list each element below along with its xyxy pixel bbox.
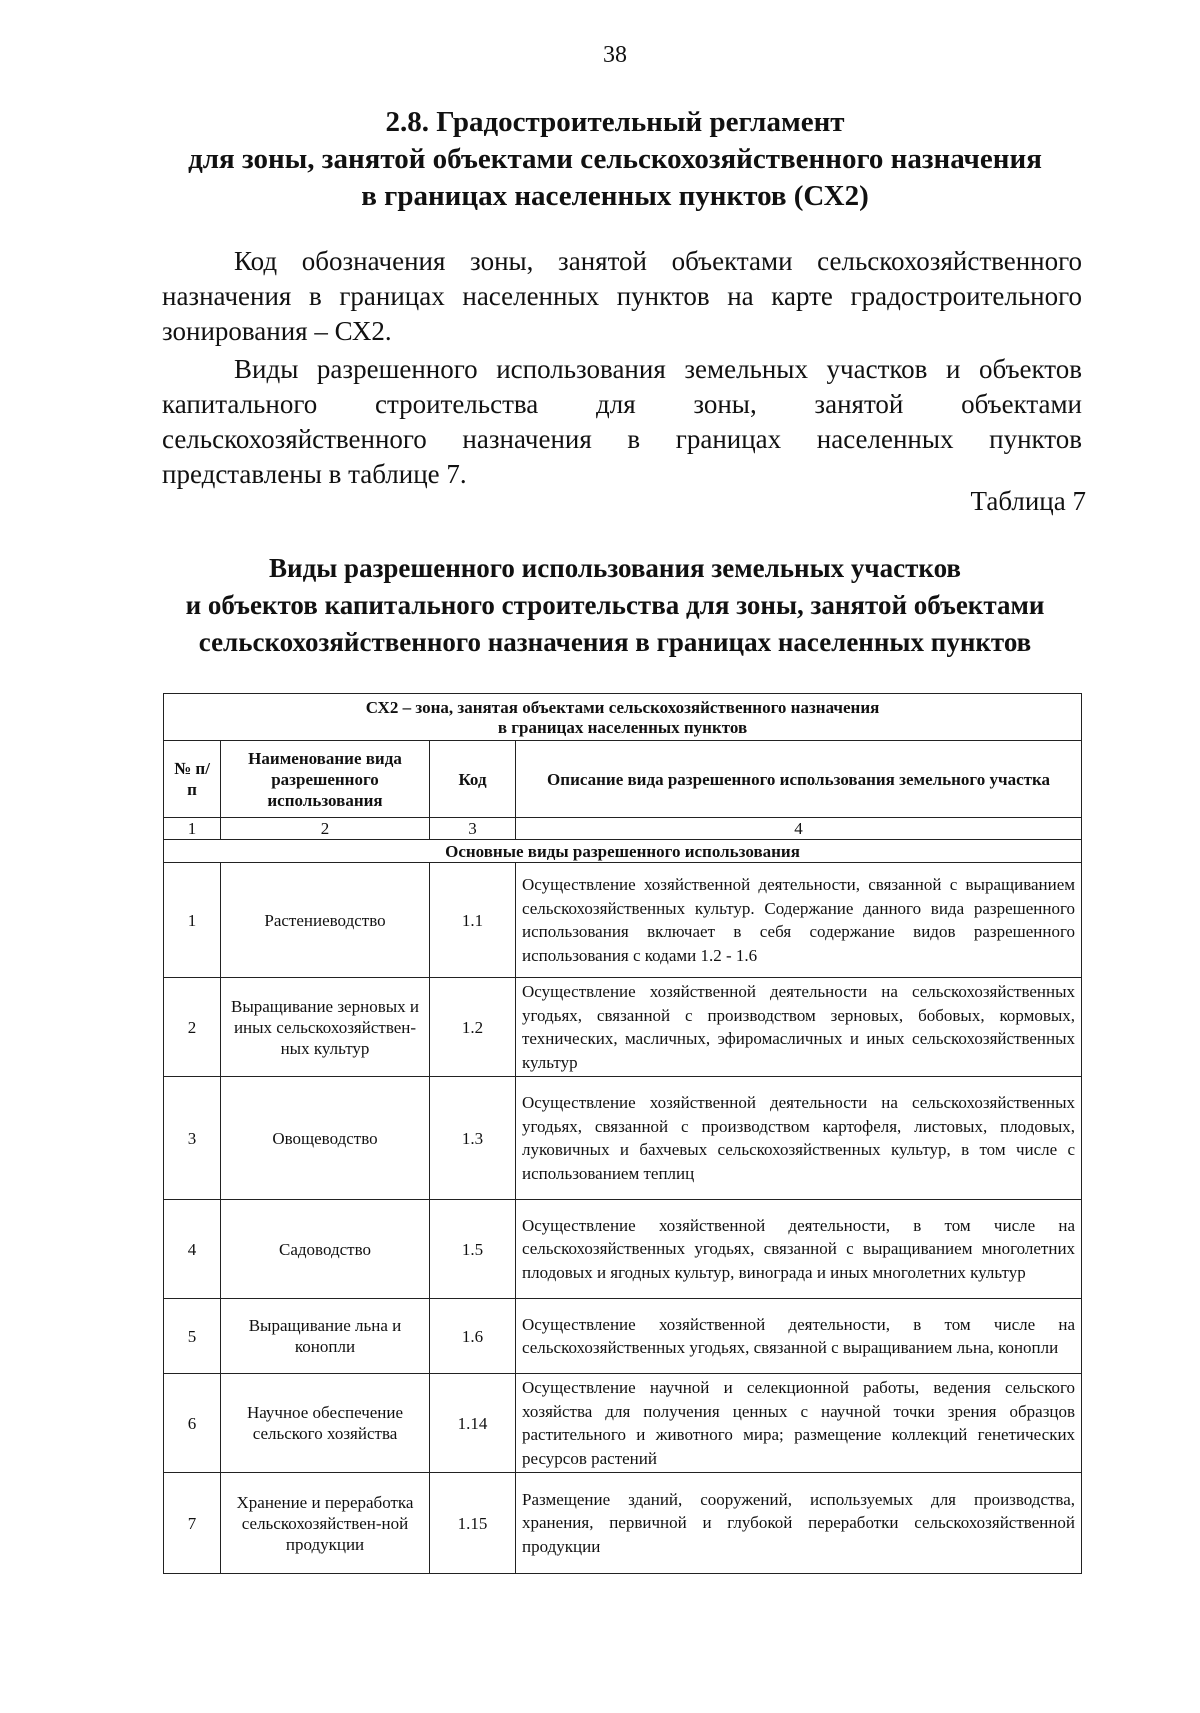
column-number: 4 xyxy=(516,818,1082,840)
zone-header-line: в границах населенных пунктов xyxy=(497,718,748,737)
row-name: Овощеводство xyxy=(221,1077,430,1200)
column-number: 2 xyxy=(221,818,430,840)
table-row xyxy=(164,1200,1082,1299)
column-header-row xyxy=(164,741,1082,818)
row-number: 3 xyxy=(164,1077,221,1200)
row-number: 1 xyxy=(164,863,221,978)
row-code: 1.2 xyxy=(430,978,516,1077)
table-row xyxy=(164,1473,1082,1574)
section-label: Основные виды разрешенного использования xyxy=(164,840,1082,863)
section-title-line: в границах населенных пунктов (СХ2) xyxy=(361,180,869,212)
section-title-line: 2.8. Градостроительный регламент xyxy=(385,106,845,138)
row-number: 6 xyxy=(164,1374,221,1473)
paragraph: Код обозначения зоны, занятой объектами сельскохозяйственного назначения в границах населенных пунктов на карте градостроительного зонирования – СХ2. xyxy=(162,246,1082,346)
row-description: Осуществление хозяйственной деятельности, связанной с выращиванием сельскохозяйственных культур. Содержание данного вида разрешенного использования включает в себя содержание видов разрешенного использования с кодами 1.2 - 1.6 xyxy=(516,863,1082,978)
table-label: Таблица 7 xyxy=(970,486,1086,516)
row-name: Выращивание льна и конопли xyxy=(221,1299,430,1374)
row-number: 7 xyxy=(164,1473,221,1574)
section-title-line: для зоны, занятой объектами сельскохозяйственного назначения xyxy=(188,143,1042,175)
row-description: Осуществление хозяйственной деятельности, в том числе на сельскохозяйственных угодьях, связанной с выращиванием льна, конопли xyxy=(516,1299,1082,1374)
row-code: 1.1 xyxy=(430,863,516,978)
row-number: 2 xyxy=(164,978,221,1077)
table-row xyxy=(164,863,1082,978)
table-row xyxy=(164,1374,1082,1473)
row-name: Научное обеспечение сельского хозяйства xyxy=(221,1374,430,1473)
column-header-code: Код xyxy=(430,741,516,818)
table-title xyxy=(150,550,1080,661)
column-header-description: Описание вида разрешенного использования земельного участка xyxy=(516,741,1082,818)
row-name: Растениеводство xyxy=(221,863,430,978)
column-number: 1 xyxy=(164,818,221,840)
column-number: 3 xyxy=(430,818,516,840)
zone-header-cell xyxy=(164,694,1082,741)
row-code: 1.5 xyxy=(430,1200,516,1299)
body-paragraph-zone-code xyxy=(162,244,1082,349)
row-number: 5 xyxy=(164,1299,221,1374)
table-title-line: Виды разрешенного использования земельных участков xyxy=(269,553,961,583)
section-label-row xyxy=(164,840,1082,863)
row-code: 1.6 xyxy=(430,1299,516,1374)
zone-header-row xyxy=(164,694,1082,741)
table-row xyxy=(164,978,1082,1077)
paragraph: Виды разрешенного использования земельных участков и объектов капитального строительства для зоны, занятой объектами сельскохозяйственного назначения в границах населенных пунктов представлены в таблице 7. xyxy=(162,354,1082,489)
row-description: Осуществление хозяйственной деятельности, в том числе на сельскохозяйственных угодьях, связанной с выращиванием многолетних плодовых и ягодных культур, винограда и иных многолетних культур xyxy=(516,1200,1082,1299)
row-code: 1.3 xyxy=(430,1077,516,1200)
column-number-row xyxy=(164,818,1082,840)
page-number: 38 xyxy=(603,42,627,68)
table-row xyxy=(164,1299,1082,1374)
column-header-number: № п/п xyxy=(164,741,221,818)
row-code: 1.14 xyxy=(430,1374,516,1473)
row-description: Осуществление хозяйственной деятельности на сельскохозяйственных угодьях, связанной с производством зерновых, бобовых, кормовых, технических, масличных, эфиромасличных и иных сельскохозяйственных культур xyxy=(516,978,1082,1077)
zone-header-line: СХ2 – зона, занятая объектами сельскохозяйственного назначения xyxy=(365,698,880,717)
row-description: Осуществление хозяйственной деятельности на сельскохозяйственных угодьях, связанной с производством картофеля, листовых, плодовых, луковичных и бахчевых сельскохозяйственных культур, в том числе с использованием теплиц xyxy=(516,1077,1082,1200)
table-title-line: сельскохозяйственного назначения в границах населенных пунктов xyxy=(198,627,1032,657)
column-header-name: Наименование вида разрешенного использования xyxy=(221,741,430,818)
section-title xyxy=(150,104,1080,215)
row-name: Садоводство xyxy=(221,1200,430,1299)
table-row xyxy=(164,1077,1082,1200)
table-title-line: и объектов капитального строительства для зоны, занятой объектами xyxy=(185,590,1045,620)
row-code: 1.15 xyxy=(430,1473,516,1574)
row-description: Размещение зданий, сооружений, используемых для производства, хранения, первичной и глубокой переработки сельскохозяйственной продукции xyxy=(516,1473,1082,1574)
row-description: Осуществление научной и селекционной работы, ведения сельского хозяйства для получения ценных с научной точки зрения образцов растительного и животного мира; размещение коллекций генетических ресурсов растений xyxy=(516,1374,1082,1473)
row-number: 4 xyxy=(164,1200,221,1299)
row-name: Хранение и переработка сельскохозяйствен-ной продукции xyxy=(221,1473,430,1574)
body-paragraph-permitted-uses xyxy=(162,352,1082,492)
permitted-uses-table xyxy=(163,693,1082,1574)
row-name: Выращивание зерновых и иных сельскохозяйствен-ных культур xyxy=(221,978,430,1077)
